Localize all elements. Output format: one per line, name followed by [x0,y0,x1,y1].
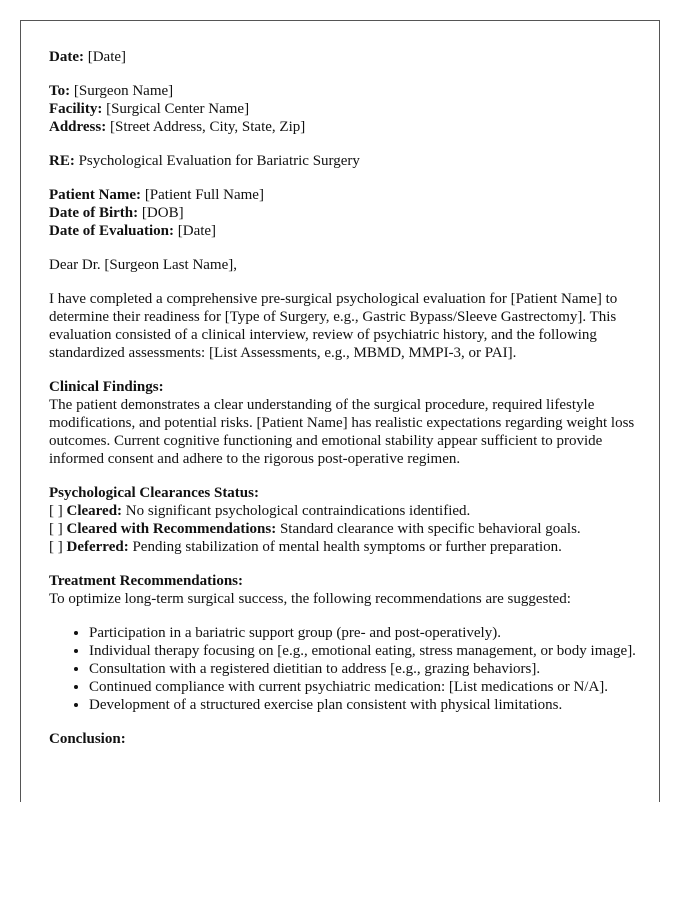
conclusion-heading: Conclusion: [49,731,126,747]
list-item: • Continued compliance with current psychiatric medication: [List medications or N/A]. [89,678,639,696]
clearance-heading: Psychological Clearances Status: [49,485,259,501]
evaluation-date-value: [Date] [174,223,217,239]
evaluation-date-label: Date of Evaluation: [49,223,174,239]
clinical-findings-section [49,378,639,468]
conclusion-section [49,730,639,748]
treatment-intro: To optimize long-term surgical success, the following recommendations are suggested: [49,591,571,607]
recommendations-list [49,624,639,714]
address-value: [Street Address, City, State, Zip] [106,119,306,135]
dob-value: [DOB] [138,205,184,221]
recipient-block [49,82,639,136]
re-line [49,152,639,170]
checkbox-marker: [ ] [49,539,67,555]
clearance-option-text: No significant psychological contraindications identified. [122,503,471,519]
date-line [49,48,639,66]
date-value: [Date] [83,49,127,65]
list-item: • Individual therapy focusing on [e.g., emotional eating, stress management, or body image]. [89,642,639,660]
treatment-heading: Treatment Recommendations: [49,573,243,589]
date-label: Date: [49,49,84,65]
clinical-findings-body: The patient demonstrates a clear understanding of the surgical procedure, required lifestyle modifications, and potential risks. [Patient Name] has realistic expectations regarding weight loss outcomes. Current cognitive functioning and emotional stability appear sufficient to provide informed consent and adhere to the rigorous post-operative regimen. [49,397,635,467]
letter-content [49,48,639,764]
list-item: • Participation in a bariatric support group (pre- and post-operatively). [89,624,639,642]
clinical-findings-heading: Clinical Findings: [49,379,164,395]
salutation: Dear Dr. [Surgeon Last Name], [49,257,237,273]
facility-value: [Surgical Center Name] [102,101,250,117]
clearance-item [49,539,562,555]
list-item: • Development of a structured exercise plan consistent with physical limitations. [89,696,639,714]
clearance-section [49,484,639,556]
re-value: Psychological Evaluation for Bariatric Surgery [74,153,360,169]
checkbox-marker: [ ] [49,503,67,519]
clearance-option-text: Standard clearance with specific behavioral goals. [276,521,581,537]
clearance-option-text: Pending stabilization of mental health symptoms or further preparation. [128,539,562,555]
intro-paragraph: I have completed a comprehensive pre-surgical psychological evaluation for [Patient Name] to determine their readiness for [Type of Surgery, e.g., Gastric Bypass/Sleeve Gastrectomy]. This evaluation consisted of a clinical interview, review of psychiatric history, and the following standardized assessments: [List Assessments, e.g., MBMD, MMPI-3, or PAI]. [49,291,618,361]
dob-label: Date of Birth: [49,205,139,221]
clearance-item [49,503,470,519]
patient-block [49,186,639,240]
to-label: To: [49,83,71,99]
letter-page [20,20,660,802]
patient-name-label: Patient Name: [49,187,142,203]
address-label: Address: [49,119,107,135]
clearance-option-label: Cleared with Recommendations: [66,521,277,537]
clearance-item [49,521,581,537]
re-label: RE: [49,153,75,169]
facility-label: Facility: [49,101,103,117]
treatment-section [49,572,639,608]
checkbox-marker: [ ] [49,521,67,537]
clearance-option-label: Deferred: [66,539,129,555]
patient-name-value: [Patient Full Name] [141,187,264,203]
to-value: [Surgeon Name] [70,83,174,99]
list-item: • Consultation with a registered dietitian to address [e.g., grazing behaviors]. [89,660,639,678]
clearance-option-label: Cleared: [66,503,123,519]
